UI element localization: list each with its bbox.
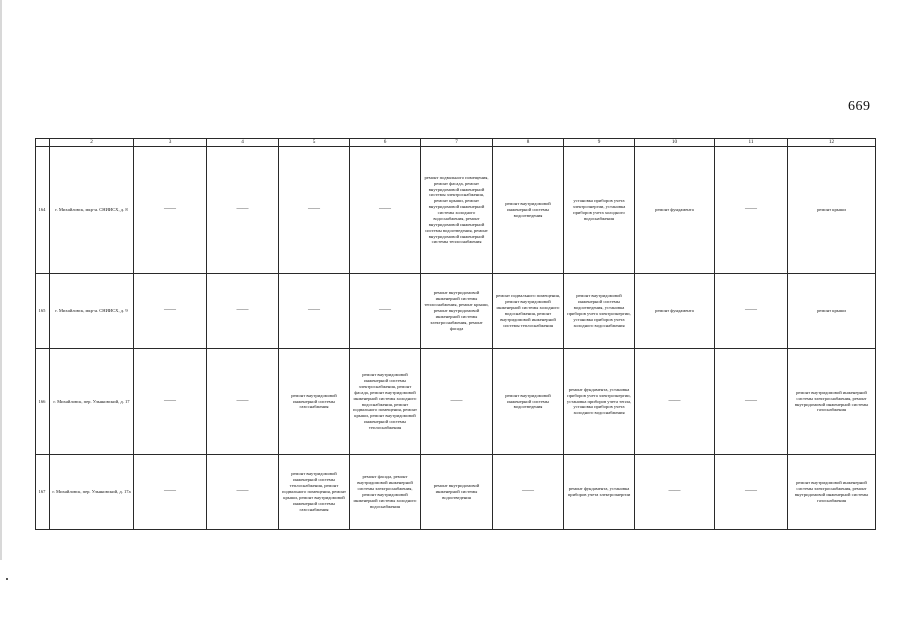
column-header: 2 — [50, 139, 134, 147]
page-number: 669 — [848, 99, 871, 114]
table-cell: —— — [279, 147, 350, 274]
column-header: 12 — [788, 139, 876, 147]
table-cell: —— — [350, 147, 421, 274]
table-cell: ремонт внутридомовой инженерной системы электроснабжения, ремонт фасада, ремонт внутридомовой инженерной системы холодного водоснабжения, ремонт подвального помещения, ремонт крыши, ремонт внутридомовой инженерной системы теплоснабжения — [350, 349, 421, 455]
column-header: 3 — [134, 139, 207, 147]
column-header: 4 — [207, 139, 279, 147]
table-row — [36, 455, 876, 530]
table-cell: —— — [207, 274, 279, 349]
table-cell: —— — [715, 274, 788, 349]
column-header: 5 — [279, 139, 350, 147]
table-cell: —— — [134, 147, 207, 274]
column-header: 8 — [493, 139, 564, 147]
table-cell: —— — [493, 455, 564, 530]
column-header — [36, 139, 50, 147]
table-cell: ремонт внутридомовой инженерной системы водоотведения — [493, 147, 564, 274]
table-cell: —— — [715, 147, 788, 274]
table-cell: —— — [421, 349, 493, 455]
table-cell: —— — [207, 455, 279, 530]
table-cell: ремонт внутридомовой инженерной системы теплоснабжения, ремонт подвального помещения, ремонт крыши, ремонт внутридомовой инженерной системы газоснабжения — [279, 455, 350, 530]
table-cell: ремонт внутридомовой инженерной системы водоотведения, установка приборов учета электроэнергии, установка приборов учета холодного водоснабжения — [564, 274, 635, 349]
table-row — [36, 349, 876, 455]
column-header: 7 — [421, 139, 493, 147]
table-cell: —— — [635, 455, 715, 530]
repair-register-table — [35, 138, 876, 530]
table-cell: —— — [715, 349, 788, 455]
table-cell: ремонт подвального помещения, ремонт внутридомовой инженерной системы холодного водоснабжения, ремонт внутридомовой инженерной системы теплоснабжения — [493, 274, 564, 349]
scan-speck — [6, 578, 8, 580]
row-number: 166 — [36, 349, 50, 455]
table-cell: ремонт внутридомовой инженерной системы газоснабжения — [279, 349, 350, 455]
column-header: 10 — [635, 139, 715, 147]
address-cell: г. Михайловск, пер. Ульяновский, д. 17а — [50, 455, 134, 530]
column-header: 11 — [715, 139, 788, 147]
table-cell: установка приборов учета электроэнергии, установка приборов учета холодного водоснабжения — [564, 147, 635, 274]
column-number-row — [36, 139, 876, 147]
table-cell: —— — [207, 147, 279, 274]
table-cell: ремонт фундамента — [635, 147, 715, 274]
table-cell: —— — [134, 274, 207, 349]
table-cell: —— — [350, 274, 421, 349]
table-cell: —— — [134, 455, 207, 530]
table-row — [36, 147, 876, 274]
table-cell: ремонт внутридомовой инженерной системы электроснабжения, ремонт внутридомовой инженерной системы газоснабжения — [788, 349, 876, 455]
table-cell: —— — [207, 349, 279, 455]
table-cell: ремонт фундамента, установка приборов учета электроэнергии, установка приборов учета тепла, установка приборов учета холодного водоснабжения — [564, 349, 635, 455]
table-cell: ремонт подвального помещения, ремонт фасада, ремонт внутридомовой инженерной системы электроснабжения, ремонт крыши, ремонт внутридомовой инженерной системы холодного водоснабжения, ремонт внутридомовой инженерной системы водоотведения, ремонт внутридомовой инженерной системы теплоснабжения — [421, 147, 493, 274]
table-row — [36, 274, 876, 349]
column-header: 9 — [564, 139, 635, 147]
table-cell: ремонт внутридомовой инженерной системы водоотведения — [493, 349, 564, 455]
table-cell: ремонт внутридомовой инженерной системы водоотведения — [421, 455, 493, 530]
column-header: 6 — [350, 139, 421, 147]
row-number: 167 — [36, 455, 50, 530]
table-cell: ремонт фундамента — [635, 274, 715, 349]
row-number: 164 — [36, 147, 50, 274]
address-cell: г. Михайловск, мкр-н. СНИИСХ, д. 9 — [50, 274, 134, 349]
scan-left-edge — [0, 0, 2, 560]
address-cell: г. Михайловск, пер. Ульяновский, д. 17 — [50, 349, 134, 455]
table-cell: ремонт фасада, ремонт внутридомовой инженерной системы электроснабжения, ремонт внутридомовой инженерной системы холодного водоснабжения — [350, 455, 421, 530]
table-cell: ремонт фундамента, установка приборов учета электроэнергии — [564, 455, 635, 530]
table-cell: —— — [279, 274, 350, 349]
table-cell: —— — [715, 455, 788, 530]
table-cell: ремонт внутридомовой инженерной системы теплоснабжения, ремонт крыши, ремонт внутридомовой инженерной системы электроснабжения, ремонт фасада — [421, 274, 493, 349]
table-cell: ремонт крыши — [788, 147, 876, 274]
table-cell: ремонт крыши — [788, 274, 876, 349]
row-number: 165 — [36, 274, 50, 349]
table-cell: ремонт внутридомовой инженерной системы электроснабжения, ремонт внутридомовой инженерной системы газоснабжения — [788, 455, 876, 530]
table-cell: —— — [635, 349, 715, 455]
address-cell: г. Михайловск, мкр-н. СНИИСХ, д. 8 — [50, 147, 134, 274]
table-cell: —— — [134, 349, 207, 455]
